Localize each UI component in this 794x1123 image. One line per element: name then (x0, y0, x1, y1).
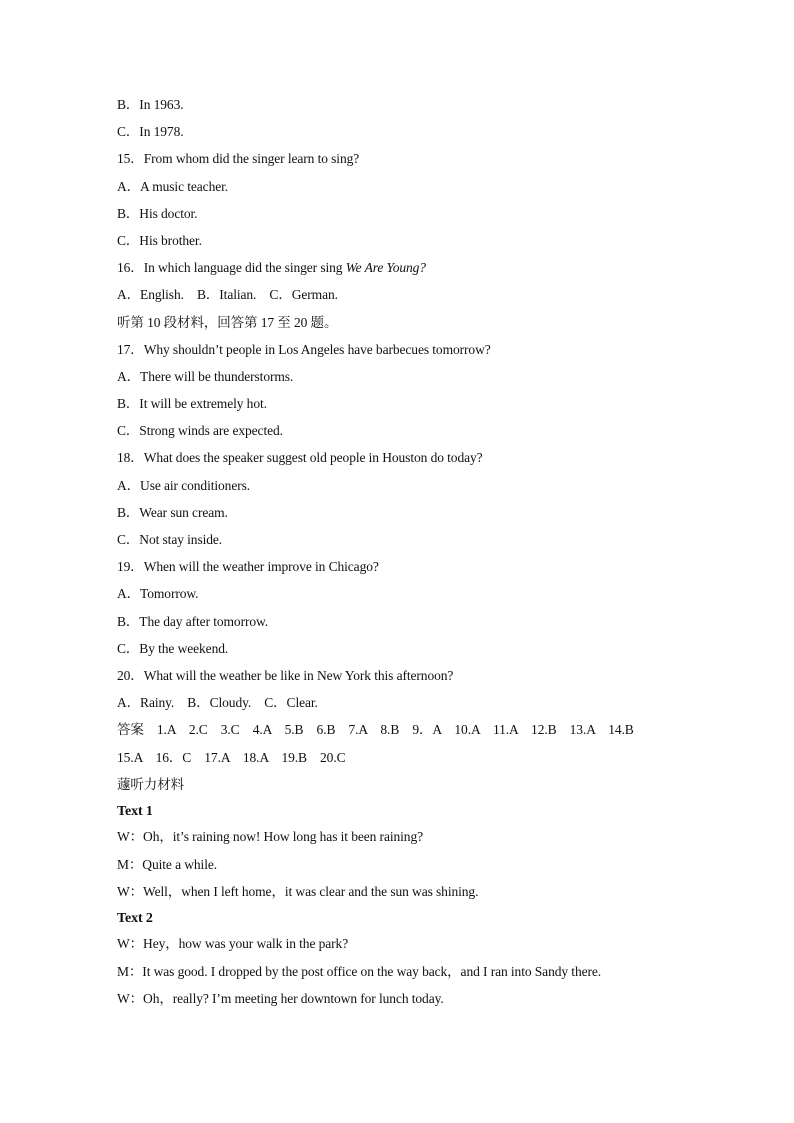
line-text: 听第 10 段材料，回答第 17 至 20 题。 (117, 314, 338, 330)
line-text: A．English. B．Italian. C．German. (117, 287, 338, 303)
text-line (117, 882, 717, 909)
text-line (117, 95, 717, 122)
line-text: 15.A 16．C 17.A 18.A 19.B 20.C (117, 749, 346, 765)
text-line (117, 720, 717, 747)
line-text: 17．Why shouldn’t people in Los Angeles have barbecues tomorrow? (117, 341, 491, 357)
text-line (117, 122, 717, 149)
text-line (117, 693, 717, 720)
line-text: C．Not stay inside. (117, 532, 223, 547)
text-line (117, 748, 717, 775)
text-line (117, 340, 717, 367)
text-line (117, 285, 717, 312)
line-text: B．The day after tomorrow. (117, 613, 269, 629)
text-line (117, 476, 717, 503)
line-text: 蘧听力材料 (117, 776, 184, 792)
section-heading (117, 909, 717, 935)
text-line (117, 584, 717, 611)
line-text: C．In 1978. (117, 124, 184, 140)
line-text: B．It will be extremely hot. (117, 396, 267, 412)
text-line (117, 177, 717, 204)
text-line (117, 962, 717, 989)
line-text: A．Rainy. B．Cloudy. C．Clear. (117, 695, 318, 711)
text-line (117, 827, 717, 854)
line-text: A．There will be thunderstorms. (117, 368, 294, 384)
line-text: A．A music teacher. (117, 178, 229, 194)
line-text: 15．From whom did the singer learn to sing? (117, 151, 360, 167)
line-text: B．His doctor. (117, 205, 198, 221)
line-text: C．His brother. (117, 232, 202, 248)
text-line (117, 448, 717, 475)
line-text: W：Oh，it’s raining now! How long has it been raining? (117, 829, 423, 845)
line-text: A．Tomorrow. (117, 586, 199, 602)
line-text: W：Hey，how was your walk in the park? (117, 936, 349, 952)
text-line (117, 421, 717, 448)
text-line (117, 989, 717, 1016)
text-line (117, 231, 717, 258)
line-text: W：Well，when I left home，it was clear and the sun was shining. (117, 883, 479, 899)
text-line (117, 394, 717, 421)
text-line (117, 503, 717, 530)
line-text: Text 1 (117, 803, 153, 819)
text-line (117, 557, 717, 584)
line-text: Text 2 (117, 910, 153, 926)
line-text: 19．When will the weather improve in Chicago? (117, 559, 379, 575)
line-text: 16．In which language did the singer sing (117, 260, 346, 276)
section-heading (117, 802, 717, 828)
text-line (117, 612, 717, 639)
line-text: 答案 1.A 2.C 3.C 4.A 5.B 6.B 7.A 8.B 9．A 10.A 11.A 12.B 13.A 14.B (117, 722, 634, 738)
line-text: 20．What will the weather be like in New York this afternoon? (117, 667, 454, 683)
line-text: M：It was good. I dropped by the post office on the way back，and I ran into Sandy there. (117, 963, 602, 979)
text-line (117, 367, 717, 394)
text-line (117, 639, 717, 666)
text-line (117, 313, 717, 340)
text-line (117, 149, 717, 176)
line-text: W：Oh，really? I’m meeting her downtown for lunch today. (117, 990, 444, 1006)
line-text: A．Use air conditioners. (117, 477, 251, 493)
line-text: C．Strong winds are expected. (117, 423, 283, 439)
line-text: B．In 1963. (117, 97, 184, 112)
text-line (117, 855, 717, 882)
line-text: 18．What does the speaker suggest old people in Houston do today? (117, 450, 483, 466)
text-line (117, 775, 717, 802)
document-page (117, 95, 717, 1016)
line-text: C．By the weekend. (117, 640, 229, 656)
text-line (117, 530, 717, 557)
line-text: M：Quite a while. (117, 856, 218, 872)
text-line (117, 934, 717, 961)
text-line (117, 204, 717, 231)
text-line (117, 258, 717, 285)
text-line (117, 666, 717, 693)
song-title: We Are Young? (345, 260, 426, 276)
line-text: B．Wear sun cream. (117, 504, 228, 520)
